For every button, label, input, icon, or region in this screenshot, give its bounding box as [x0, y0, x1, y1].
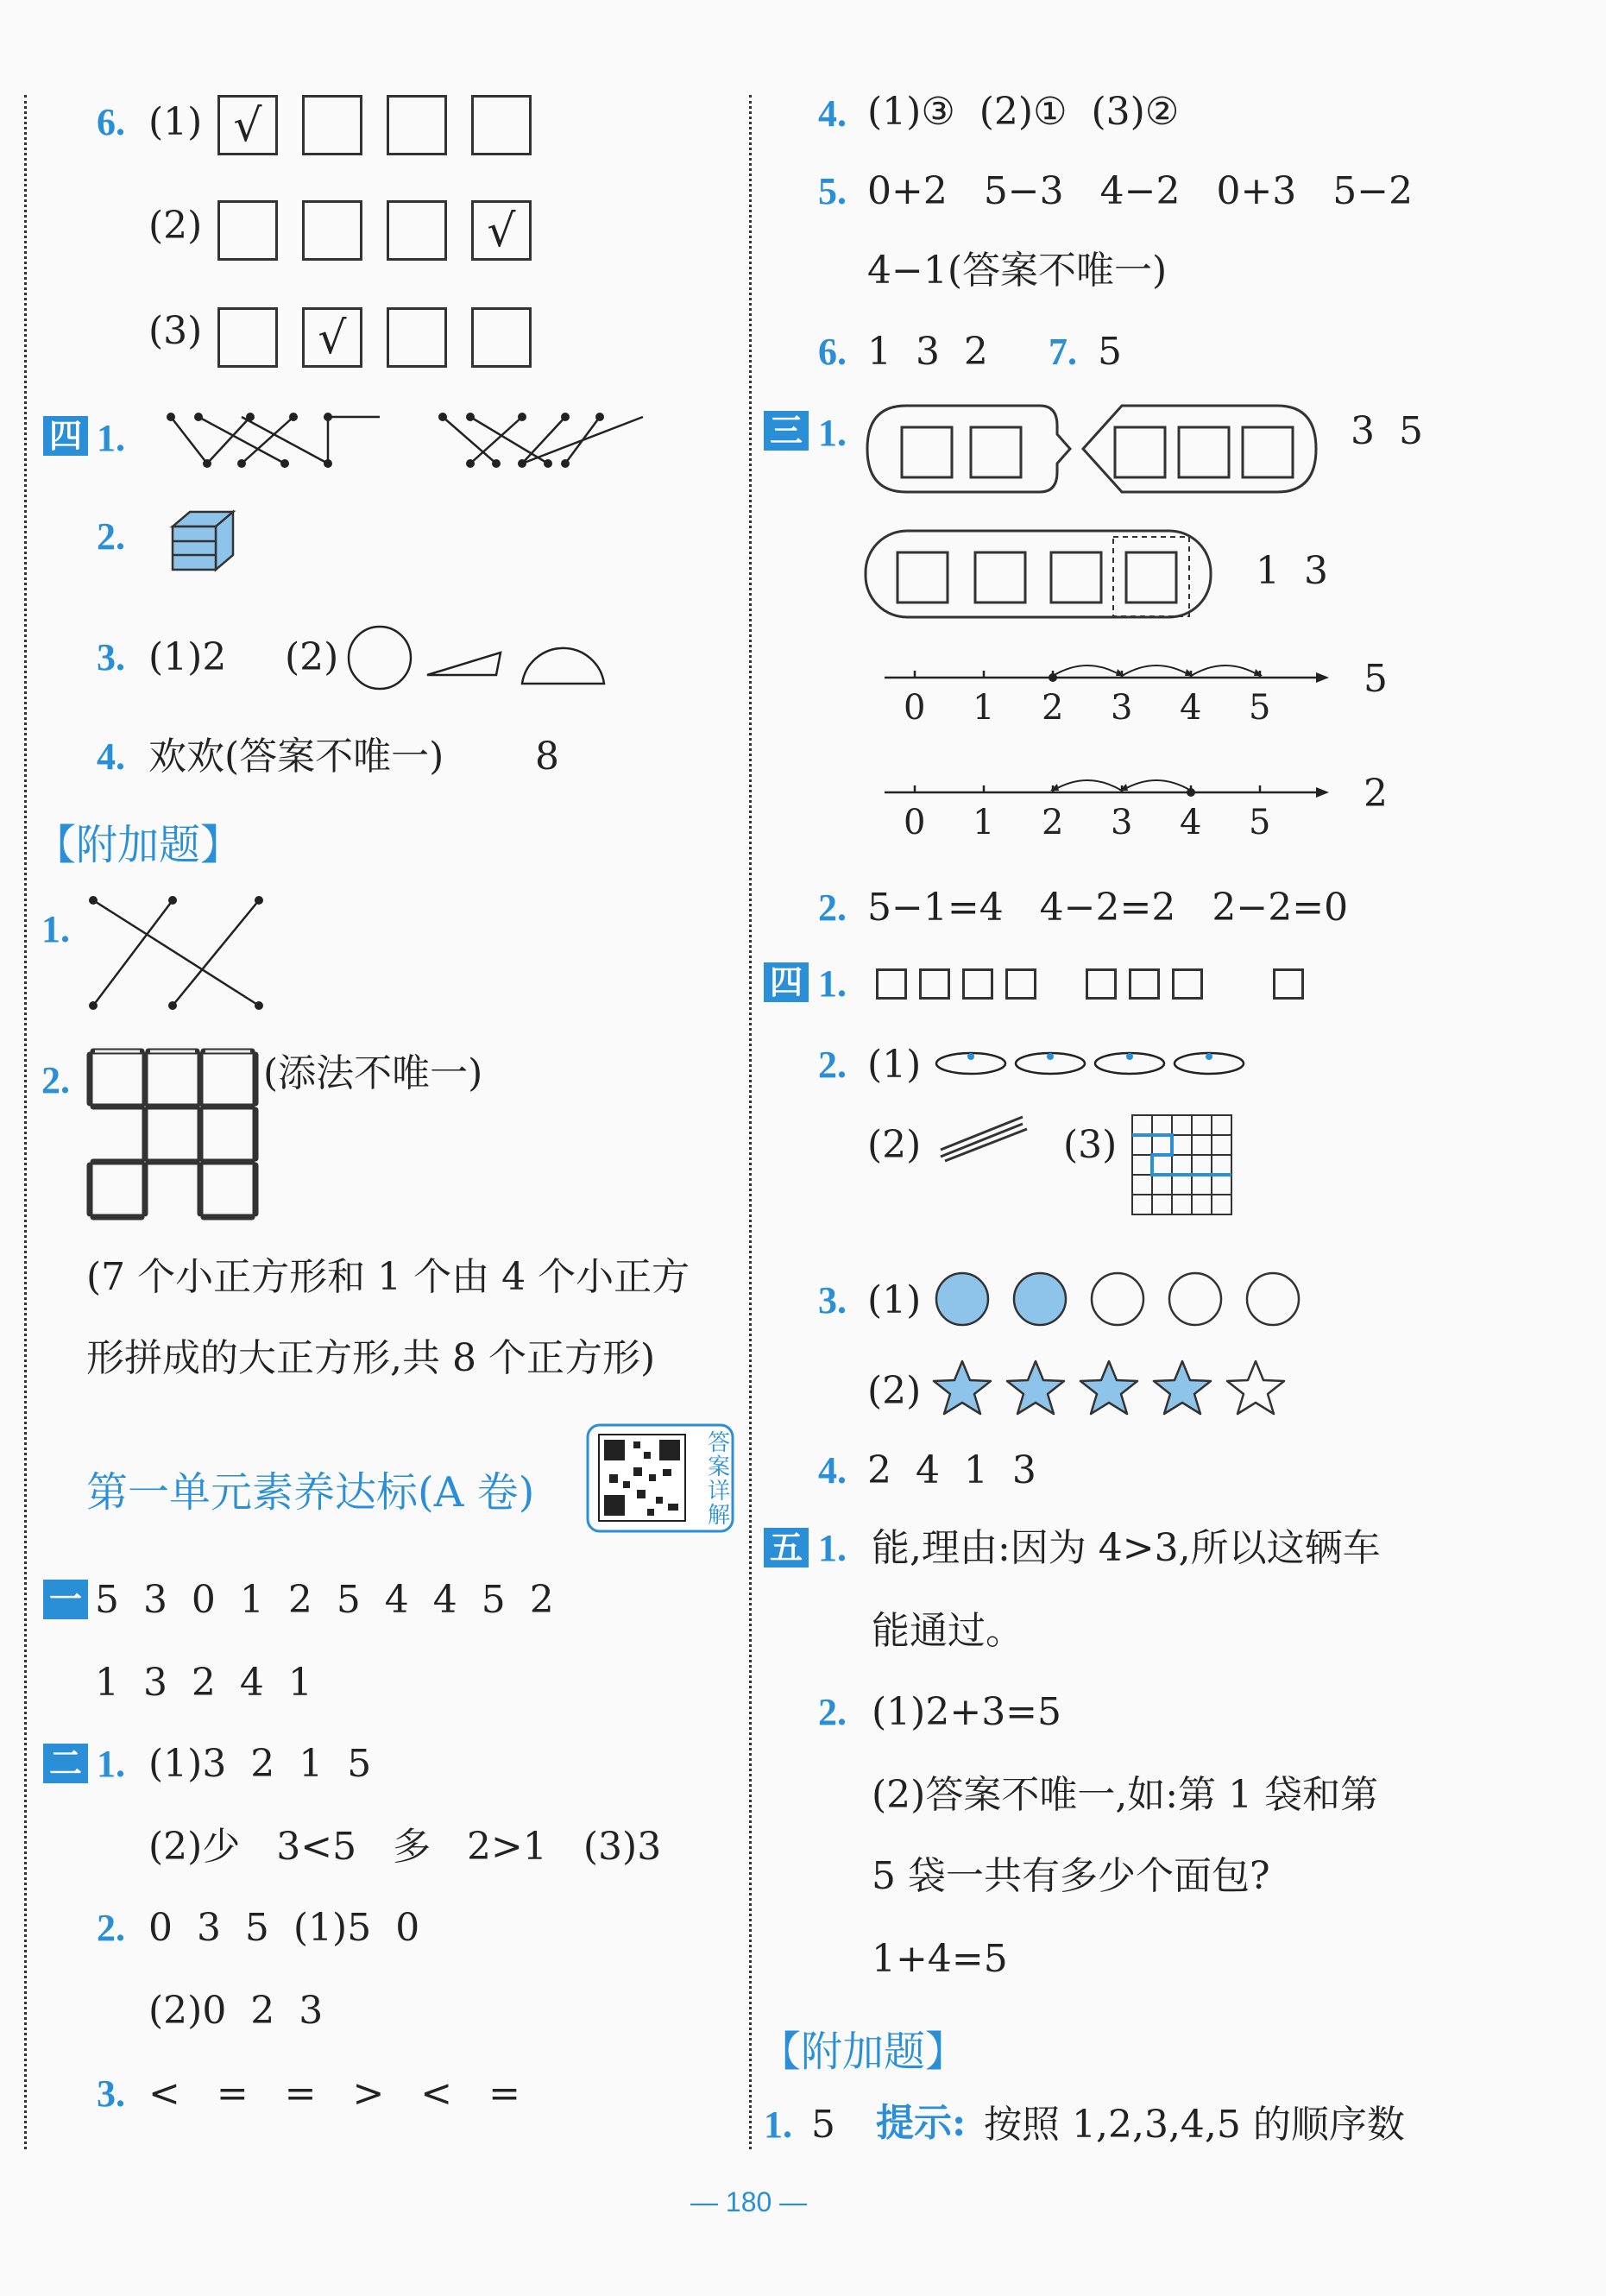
- circles-row-figure: [932, 1269, 1312, 1329]
- r-s4-q2-part3: (3): [1063, 1123, 1118, 1167]
- q6-part2-label: (2): [148, 204, 203, 248]
- q6-part1-label: (1): [148, 100, 203, 144]
- s2-q2-line1: 0 3 5 (1)5 0: [148, 1906, 420, 1950]
- s5-q2-number: 2.: [818, 1691, 847, 1733]
- left-extra-title: 【附加题】: [35, 821, 242, 869]
- s2-q3-number: 3.: [97, 2072, 125, 2115]
- section-4-badge-left: 四: [43, 416, 88, 456]
- r-q6-text: 1 3 2: [867, 330, 988, 374]
- right-extra-q1-number: 1.: [764, 2104, 792, 2146]
- unit-title: 第一单元素养达标(A 卷): [86, 1468, 535, 1517]
- s5-q1-line2: 能通过。: [872, 1609, 1023, 1653]
- section-2-badge: 二: [43, 1744, 88, 1783]
- q6-number: 6.: [97, 101, 125, 143]
- r-s4-q1-square-3: [962, 968, 993, 1000]
- left-s4-q1-number: 1.: [97, 417, 125, 459]
- matching-diagram-2: [436, 410, 660, 475]
- nl2-tick-1: 1: [973, 803, 995, 842]
- r-s4-q4-text: 2 4 1 3: [867, 1448, 1036, 1492]
- section-1-badge: 一: [43, 1580, 88, 1619]
- left-s4-q3-number: 3.: [97, 636, 125, 678]
- matching-diagram-1: [164, 410, 388, 475]
- q6-row2-box2: [302, 200, 362, 261]
- s5-q2-line4: 1+4=5: [872, 1937, 1008, 1981]
- r-s4-q4-number: 4.: [818, 1449, 847, 1492]
- r-s4-q1-square-1: [876, 968, 907, 1000]
- nl2-tick-3: 3: [1111, 803, 1133, 842]
- nl1-tick-1: 1: [973, 688, 995, 728]
- left-s4-q4-text: 欢欢(答案不唯一): [148, 735, 444, 779]
- left-extra-explain-line2: 形拼成的大正方形,共 8 个正方形): [86, 1336, 656, 1380]
- r-s4-q3-part2: (2): [867, 1369, 922, 1413]
- stars-row-figure: [932, 1357, 1312, 1422]
- page-number: — 180 —: [690, 2186, 808, 2217]
- s2-q2-line2: (2)0 2 3: [148, 1989, 324, 2033]
- q6-row2-box4: √: [471, 200, 532, 261]
- left-s4-q3-part2: (2): [285, 635, 339, 679]
- s3-q1-answer-a: 3 5: [1351, 409, 1423, 453]
- q6-row1-box4: [471, 95, 532, 155]
- r-s4-q2-part1: (1): [867, 1043, 922, 1087]
- s3-q2-number: 2.: [818, 886, 847, 929]
- r-q7-number: 7.: [1049, 331, 1077, 373]
- r-s4-q3-number: 3.: [818, 1279, 847, 1321]
- r-s4-q1-number: 1.: [818, 962, 847, 1005]
- right-extra-hint-label: 提示:: [876, 2101, 967, 2145]
- section-5-badge: 五: [764, 1528, 809, 1567]
- s3-q1-answer-d: 2: [1364, 772, 1388, 816]
- section-3-badge: 三: [764, 411, 809, 451]
- r-s4-q2-number: 2.: [818, 1044, 847, 1086]
- s3-q2-text: 5−1=4 4−2=2 2−2=0: [867, 886, 1349, 930]
- r-q4-text: (1)③ (2)① (3)②: [867, 90, 1180, 134]
- left-s4-q2-number: 2.: [97, 515, 125, 558]
- r-s4-q2-part2: (2): [867, 1123, 922, 1167]
- s2-q1-number: 1.: [97, 1743, 125, 1785]
- q6-row2-box1: [217, 200, 278, 261]
- qr-side-label: 答案详解: [708, 1430, 731, 1529]
- r-q4-number: 4.: [818, 92, 847, 135]
- r-s4-q1-square-8: [1273, 968, 1304, 1000]
- nl2-tick-5: 5: [1249, 803, 1271, 842]
- left-extra-explain-line1: (7 个小正方形和 1 个由 4 个小正方: [86, 1255, 690, 1299]
- right-extra-q1-value: 5: [811, 2103, 835, 2147]
- column-divider: [749, 95, 752, 2149]
- section-1-row2: 1 3 2 4 1: [95, 1661, 312, 1705]
- r-s4-q1-square-2: [919, 968, 950, 1000]
- nl1-tick-4: 4: [1180, 688, 1202, 728]
- right-extra-title: 【附加题】: [759, 2028, 967, 2076]
- q6-row3-box2: √: [302, 307, 362, 368]
- section-4-badge-right: 四: [764, 962, 809, 1002]
- q6-row3-box4: [471, 307, 532, 368]
- nl2-tick-2: 2: [1042, 803, 1064, 842]
- q6-row3-box1: [217, 307, 278, 368]
- left-s4-q4-number: 4.: [97, 735, 125, 778]
- s3-q1-answer-b: 1 3: [1256, 549, 1328, 593]
- s5-q1-number: 1.: [818, 1527, 847, 1569]
- r-q7-text: 5: [1098, 330, 1122, 374]
- matchstick-squares-figure: [86, 1044, 268, 1226]
- q6-part3-label: (3): [148, 309, 203, 353]
- section-1-row1: 5 3 0 1 2 5 4 4 5 2: [95, 1578, 554, 1622]
- s3-q1-answer-c: 5: [1364, 657, 1388, 701]
- s5-q2-line3: 5 袋一共有多少个面包?: [872, 1854, 1270, 1898]
- r-q5-line2: 4−1(答案不唯一): [867, 249, 1168, 293]
- q6-row1-box3: [387, 95, 447, 155]
- s5-q1-line1: 能,理由:因为 4>3,所以这辆车: [872, 1526, 1381, 1570]
- r-q5-line1: 0+2 5−3 4−2 0+3 5−2: [867, 169, 1414, 213]
- discs-row-figure: [932, 1046, 1260, 1081]
- split-boxes-diagram-2: [863, 527, 1225, 621]
- shapes-circle-triangle-semicircle: [345, 623, 621, 692]
- r-q6-number: 6.: [818, 331, 847, 373]
- left-extra-q2-note: (添法不唯一): [263, 1051, 483, 1095]
- left-s4-q4-value: 8: [535, 735, 559, 779]
- cross-lines-figure: [86, 893, 276, 1014]
- r-q5-number: 5.: [818, 170, 847, 212]
- s2-q2-number: 2.: [97, 1907, 125, 1949]
- right-extra-hint-text: 按照 1,2,3,4,5 的顺序数: [984, 2103, 1405, 2147]
- r-s4-q1-square-6: [1129, 968, 1160, 1000]
- q6-row1-box1: √: [217, 95, 278, 155]
- r-s4-q1-square-4: [1005, 968, 1036, 1000]
- nl1-tick-5: 5: [1249, 688, 1271, 728]
- q6-row3-box3: [387, 307, 447, 368]
- stacked-blocks-figure: [164, 505, 242, 574]
- nl1-tick-3: 3: [1111, 688, 1133, 728]
- left-extra-q2-number: 2.: [41, 1059, 70, 1101]
- s5-q2-line1: (1)2+3=5: [872, 1690, 1062, 1734]
- nl1-tick-2: 2: [1042, 688, 1064, 728]
- nl2-tick-4: 4: [1180, 803, 1202, 842]
- r-s4-q1-square-5: [1086, 968, 1117, 1000]
- left-margin-rule: [24, 95, 27, 2149]
- q6-row1-box2: [302, 95, 362, 155]
- split-boxes-diagram-1: [863, 401, 1329, 496]
- s2-q1-line2: (2)少 3<5 多 2>1 (3)3: [148, 1825, 662, 1869]
- s3-q1-number: 1.: [818, 412, 847, 454]
- grid-path-figure: [1130, 1113, 1234, 1217]
- q6-row2-box3: [387, 200, 447, 261]
- s5-q2-line2: (2)答案不唯一,如:第 1 袋和第: [872, 1773, 1379, 1817]
- s2-q1-line1: (1)3 2 1 5: [148, 1742, 372, 1786]
- nl2-tick-0: 0: [904, 803, 926, 842]
- r-s4-q1-square-7: [1172, 968, 1203, 1000]
- left-s4-q3-part1: (1)2: [148, 635, 227, 679]
- stick-bundle-figure: [936, 1113, 1031, 1165]
- r-s4-q3-part1: (1): [867, 1278, 922, 1322]
- nl1-tick-0: 0: [904, 688, 926, 728]
- s2-q3-line1: < = = > < =: [148, 2072, 520, 2116]
- left-extra-q1-number: 1.: [41, 908, 70, 950]
